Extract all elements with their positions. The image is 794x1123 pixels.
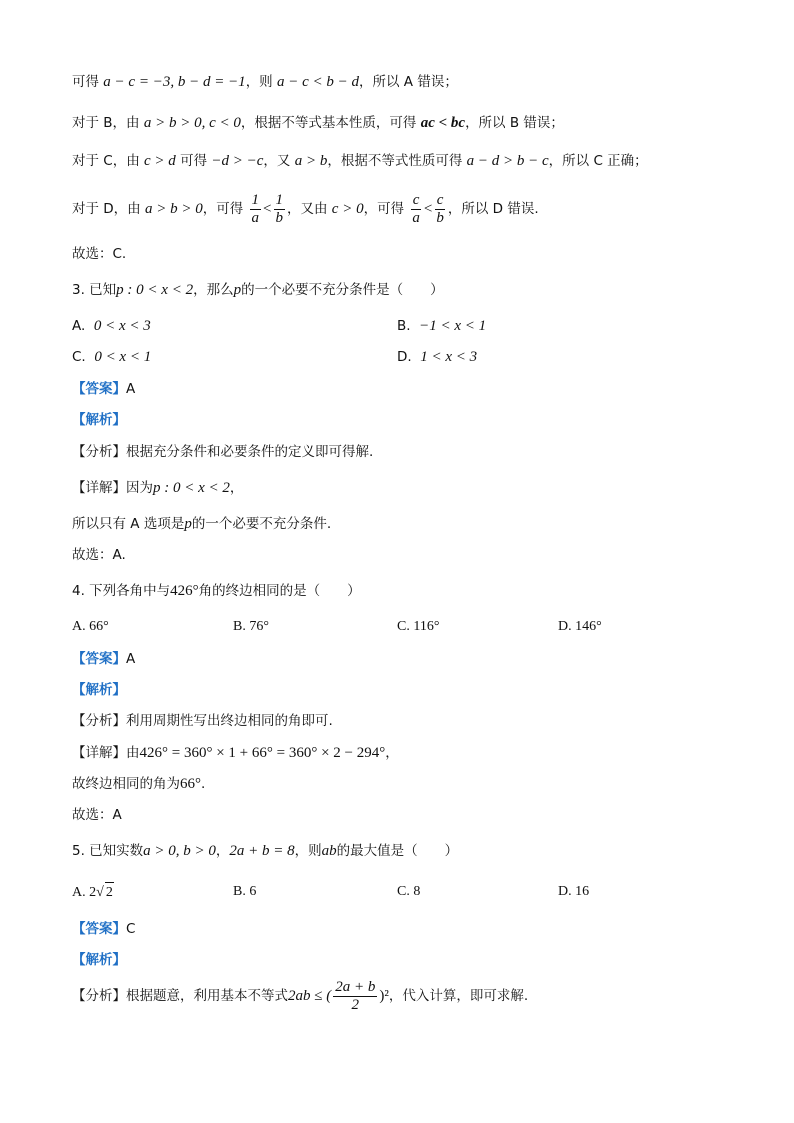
text: ，根据不等式性质可得 bbox=[327, 153, 463, 169]
option-label: A. bbox=[72, 885, 86, 900]
fraction-numerator: c bbox=[412, 191, 420, 208]
q3-detail bbox=[72, 478, 754, 498]
math-expression: a > 0, b > 0 bbox=[143, 843, 216, 859]
q4-option-c bbox=[397, 617, 439, 637]
question-5-stem bbox=[72, 841, 754, 861]
option-value: 8 bbox=[413, 884, 421, 899]
text: ， bbox=[215, 843, 230, 859]
text: ，所以 C 正确； bbox=[548, 153, 648, 169]
math-expression: a > b bbox=[294, 153, 328, 169]
text: 由 bbox=[126, 745, 140, 761]
text: ，可得 bbox=[363, 201, 405, 217]
math-expression: c > d bbox=[144, 153, 176, 169]
math-expression: p : 0 < x < 2 bbox=[153, 480, 230, 496]
text: ，所以 D 错误. bbox=[447, 201, 539, 217]
option-label: D. bbox=[397, 349, 412, 365]
math-expression: 2ab ≤ ( bbox=[288, 988, 332, 1004]
q4-detail bbox=[72, 743, 754, 763]
q5-option-b bbox=[233, 882, 256, 902]
fraction-denominator: a bbox=[251, 209, 260, 226]
option-value: 6 bbox=[249, 884, 257, 899]
option-label: B. bbox=[397, 318, 411, 334]
less-than-sign: < bbox=[263, 201, 272, 217]
text: ，又 bbox=[263, 153, 291, 169]
solution-line-a bbox=[72, 72, 754, 92]
q3-analysis-heading bbox=[72, 410, 754, 430]
math-expression: a − d > b − c bbox=[466, 153, 549, 169]
option-value: 146° bbox=[575, 619, 602, 634]
fraction-denominator: 2 bbox=[351, 996, 360, 1013]
solution-line-b bbox=[72, 113, 754, 133]
fenxi-tag: 【分析】 bbox=[72, 444, 126, 460]
option-label: A. bbox=[72, 619, 86, 634]
fraction-numerator: 2a + b bbox=[335, 978, 376, 995]
text: ，所以 A 错误； bbox=[359, 74, 458, 90]
q3-fenxi bbox=[72, 442, 754, 462]
q5-answer bbox=[72, 919, 754, 939]
text: 对于 D，由 bbox=[72, 201, 141, 217]
answer-value: A bbox=[126, 651, 136, 667]
math-expression: 2a + b = 8 bbox=[229, 843, 295, 859]
option-value: 116° bbox=[413, 619, 440, 634]
solution-line-c bbox=[72, 151, 754, 171]
fraction-numerator: 1 bbox=[275, 191, 283, 208]
math-expression: 66° bbox=[180, 776, 201, 792]
text: ，则 bbox=[294, 843, 322, 859]
fenxi-tag: 【分析】 bbox=[72, 713, 126, 729]
fraction bbox=[410, 192, 422, 227]
math-expression: 0 < x < 1 bbox=[94, 349, 152, 365]
q3-option-d bbox=[397, 347, 477, 367]
text: ， bbox=[385, 745, 399, 761]
math-expression: −d > −c bbox=[211, 153, 264, 169]
text: ，代入计算，即可求解. bbox=[388, 988, 529, 1004]
q3-option-b bbox=[397, 316, 486, 336]
q5-fenxi bbox=[72, 977, 754, 1015]
text: 的一个必要不充分条件. bbox=[191, 516, 332, 532]
text: 的一个必要不充分条件是（ ） bbox=[241, 282, 444, 298]
answer-value: C bbox=[126, 921, 136, 937]
q3-option-c bbox=[72, 347, 151, 367]
q5-analysis-heading bbox=[72, 950, 754, 970]
text: ，根据不等式基本性质，可得 bbox=[240, 115, 417, 131]
text: ，又由 bbox=[287, 201, 328, 217]
text: ，则 bbox=[245, 74, 273, 90]
q3-answer bbox=[72, 379, 754, 399]
math-expression: 0 < x < 3 bbox=[93, 318, 151, 334]
fraction bbox=[250, 192, 262, 227]
fraction-numerator: c bbox=[436, 191, 444, 208]
option-label: B. bbox=[233, 884, 246, 899]
option-value: 76° bbox=[249, 619, 269, 634]
q4-fenxi bbox=[72, 711, 754, 731]
q4-sentence bbox=[72, 774, 754, 794]
answer-tag: 【答案】 bbox=[72, 921, 126, 937]
question-4-stem bbox=[72, 581, 754, 601]
option-value: 66° bbox=[89, 619, 109, 634]
fraction-denominator: b bbox=[275, 209, 283, 226]
math-expression: p bbox=[233, 282, 242, 298]
text: 角的终边相同的是（ ） bbox=[198, 583, 361, 599]
q5-option-c bbox=[397, 882, 420, 902]
analysis-tag: 【解析】 bbox=[72, 682, 126, 698]
math-expression: )² bbox=[379, 988, 389, 1004]
math-expression: −1 < x < 1 bbox=[419, 318, 487, 334]
option-label: C. bbox=[72, 349, 86, 365]
text: ，那么 bbox=[193, 282, 234, 298]
text: 5. 已知实数 bbox=[72, 843, 144, 859]
text: ，可得 bbox=[202, 201, 244, 217]
math-expression: p bbox=[184, 516, 192, 532]
q3-option-a bbox=[72, 316, 151, 336]
math-expression: p : 0 < x < 2 bbox=[116, 282, 194, 298]
fraction bbox=[434, 192, 446, 227]
fraction-denominator: a bbox=[412, 209, 420, 226]
math-expression: a > b > 0, c < 0 bbox=[143, 115, 241, 131]
fenxi-text: 根据充分条件和必要条件的定义即可得解. bbox=[126, 444, 374, 460]
text: 的最大值是（ ） bbox=[336, 843, 459, 859]
q4-option-d bbox=[558, 617, 602, 637]
math-expression: ac < bc bbox=[420, 115, 466, 131]
option-label: C. bbox=[397, 884, 410, 899]
text: 4. 下列各角中与 bbox=[72, 583, 171, 599]
question-3-stem bbox=[72, 280, 754, 300]
option-label: A. bbox=[72, 318, 86, 334]
text: 根据题意，利用基本不等式 bbox=[126, 988, 288, 1004]
option-label: B. bbox=[233, 619, 246, 634]
option-value: 2 bbox=[89, 885, 97, 900]
answer-tag: 【答案】 bbox=[72, 651, 126, 667]
option-value: 16 bbox=[575, 884, 590, 899]
math-expression: c > 0 bbox=[331, 201, 364, 217]
detail-tag: 【详解】 bbox=[72, 480, 126, 496]
q4-option-a bbox=[72, 617, 109, 637]
q3-sentence bbox=[72, 514, 754, 534]
text: 对于 C，由 bbox=[72, 153, 140, 169]
answer-value: A bbox=[126, 381, 136, 397]
sqrt-radicand: 2 bbox=[105, 882, 114, 903]
text: 3. 已知 bbox=[72, 282, 117, 298]
option-label: D. bbox=[558, 619, 572, 634]
q4-option-b bbox=[233, 617, 269, 637]
text: 对于 B，由 bbox=[72, 115, 140, 131]
fenxi-text: 利用周期性写出终边相同的角即可. bbox=[126, 713, 333, 729]
text: 可得 bbox=[180, 153, 208, 169]
math-expression: a > b > 0 bbox=[144, 201, 203, 217]
math-expression: ab bbox=[321, 843, 337, 859]
q4-choose: 故选：A bbox=[72, 807, 122, 823]
fraction-denominator: b bbox=[436, 209, 444, 226]
solution-line-d bbox=[72, 190, 754, 228]
analysis-tag: 【解析】 bbox=[72, 412, 126, 428]
math-expression: a − c = −3, b − d = −1 bbox=[103, 74, 246, 90]
q5-option-d bbox=[558, 882, 589, 902]
sqrt-icon: √ bbox=[96, 885, 104, 900]
option-label: D. bbox=[558, 884, 572, 899]
choose-line: 故选：C. bbox=[72, 246, 127, 262]
fraction bbox=[333, 979, 377, 1014]
fenxi-tag: 【分析】 bbox=[72, 988, 126, 1004]
text: ， bbox=[229, 480, 244, 496]
analysis-tag: 【解析】 bbox=[72, 952, 126, 968]
math-expression: 426° = 360° × 1 + 66° = 360° × 2 − 294° bbox=[139, 745, 386, 761]
text: 可得 bbox=[72, 74, 99, 90]
q3-choose: 故选：A. bbox=[72, 547, 126, 563]
text: . bbox=[201, 776, 206, 792]
q4-answer bbox=[72, 649, 754, 669]
text: 故终边相同的角为 bbox=[72, 776, 180, 792]
answer-tag: 【答案】 bbox=[72, 381, 126, 397]
q4-analysis-heading bbox=[72, 680, 754, 700]
text: 因为 bbox=[126, 480, 153, 496]
math-expression: 426° bbox=[170, 583, 199, 599]
q5-option-a bbox=[72, 882, 114, 903]
text: ，所以 B 错误； bbox=[465, 115, 564, 131]
fraction bbox=[274, 192, 286, 227]
less-than-sign: < bbox=[423, 201, 433, 217]
detail-tag: 【详解】 bbox=[72, 745, 126, 761]
math-expression: 1 < x < 3 bbox=[420, 349, 478, 365]
option-label: C. bbox=[397, 619, 410, 634]
math-expression: a − c < b − d bbox=[276, 74, 360, 90]
fraction-numerator: 1 bbox=[251, 191, 260, 208]
text: 所以只有 A 选项是 bbox=[72, 516, 185, 532]
